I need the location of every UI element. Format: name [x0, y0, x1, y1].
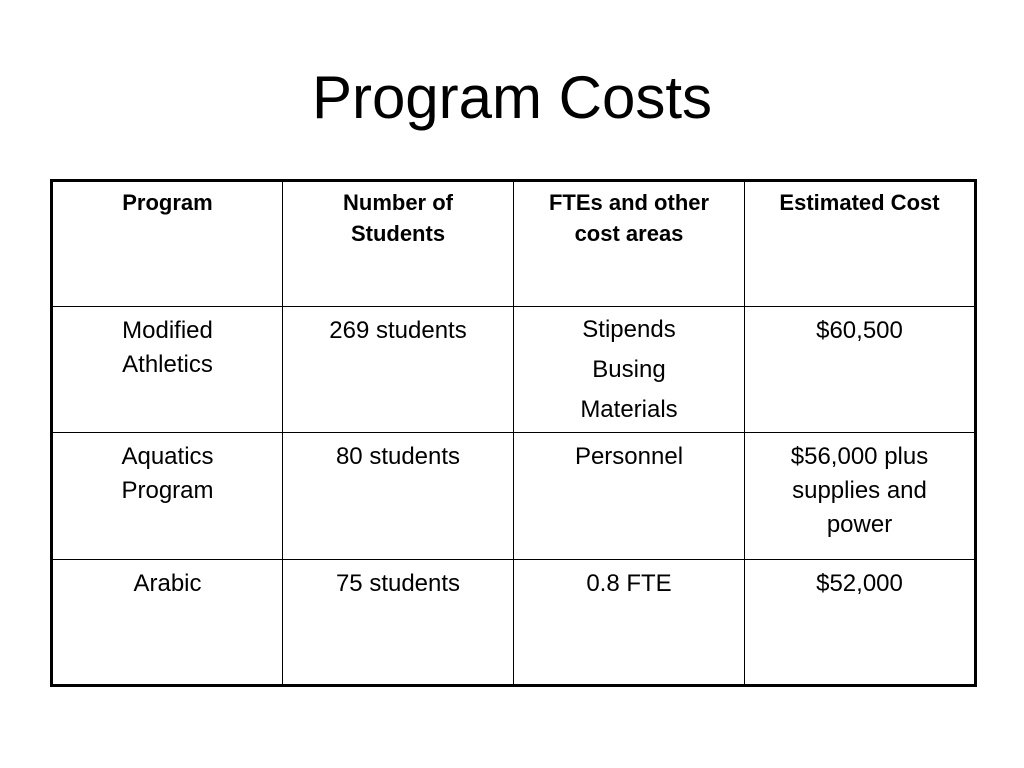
table-row [52, 559, 976, 685]
header-ftes-and-cost-areas: FTEs and other cost areas [514, 181, 745, 307]
header-estimated-cost: Estimated Cost [745, 181, 976, 307]
cell-program: Aquatics Program [52, 433, 283, 559]
cell-estimated-cost: $52,000 [745, 559, 976, 685]
cell-students: 80 students [283, 433, 514, 559]
cell-students: 75 students [283, 559, 514, 685]
cell-program: Modified Athletics [52, 307, 283, 433]
cell-program: Arabic [52, 559, 283, 685]
cell-cost-areas: Stipends Busing Materials [514, 307, 745, 433]
program-costs-table [50, 179, 977, 687]
cell-cost-areas: 0.8 FTE [514, 559, 745, 685]
cell-estimated-cost: $60,500 [745, 307, 976, 433]
header-number-of-students: Number of Students [283, 181, 514, 307]
cell-estimated-cost: $56,000 plus supplies and power [745, 433, 976, 559]
cell-cost-areas: Personnel [514, 433, 745, 559]
slide-title: Program Costs [311, 64, 713, 131]
header-program: Program [52, 181, 283, 307]
table-header-row [52, 181, 976, 307]
cell-students: 269 students [283, 307, 514, 433]
table-row [52, 307, 976, 433]
table-row [52, 433, 976, 559]
